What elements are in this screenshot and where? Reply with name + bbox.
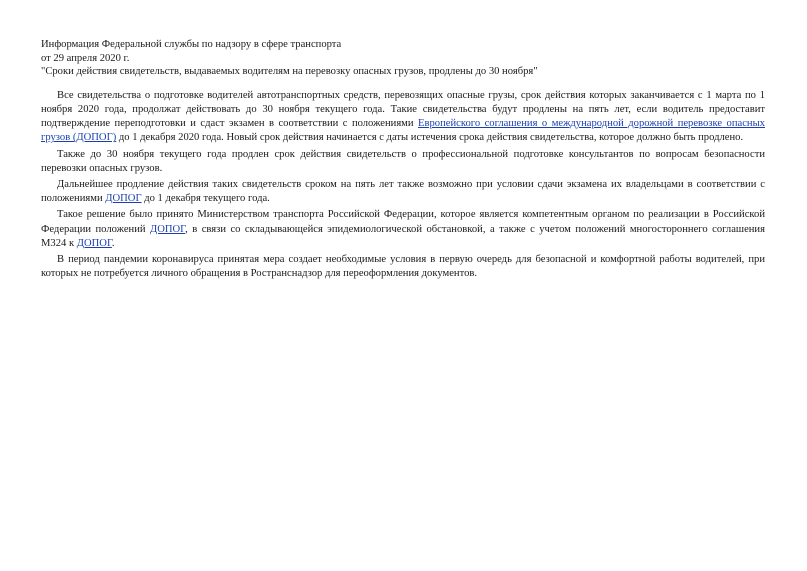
adr-link[interactable]: ДОПОГ [150,223,186,235]
paragraph-3 [41,178,765,206]
adr-link[interactable]: ДОПОГ [76,237,112,249]
paragraph-4-text-middle: , в связи со складывающейся эпидемиологической обстановкой, а также с учетом положений многостороннего соглашения M324 к [41,223,765,249]
paragraph-4-text-after: . [111,237,115,249]
paragraph-5: В период пандемии коронавируса принятая мера создает необходимые условия в первую очередь для безопасной и комфортной работы водителей, при которых не потребуется личного обращения в Ространснадзор для переоформления документов. [41,254,765,280]
paragraph-3-text-before: Дальнейшее продление действия таких свидетельств сроком на пять лет также возможно при условии сдачи экзамена их владельцами в соответствии с положениями [41,179,765,205]
paragraph-1-text-after: до 1 декабря 2020 года. Новый срок действия начинается с даты истечения срока действия свидетельства, которое должно быть продлено. [116,132,744,144]
paragraph-4-text-before: Такое решение было принято Министерством транспорта Российской Федерации, которое является компетентным органом по реализации в Российской Федерации положений [41,209,765,235]
document-title: "Сроки действия свидетельств, выдаваемых водителям на перевозку опасных грузов, продлены до 30 ноября" [41,66,538,78]
paragraph-1 [41,89,765,146]
paragraph-4 [41,208,765,251]
adr-link[interactable]: ДОПОГ [105,193,142,205]
paragraph-2: Также до 30 ноября текущего года продлен срок действия свидетельств о профессиональной подготовке консультантов по вопросам безопасности перевозки опасных грузов. [41,148,765,174]
paragraph-3-text-after: до 1 декабря текущего года. [141,193,270,205]
document-header [41,38,765,79]
date-line: от 29 апреля 2020 г. [41,52,130,64]
adr-agreement-link[interactable]: Европейского соглашения о международной дорожной перевозке опасных грузов (ДОПОГ) [41,118,765,144]
document-body [41,89,765,282]
paragraph-1-text-before: Все свидетельства о подготовке водителей автотранспортных средств, перевозящих опасные грузы, срок действия которых заканчивается с 1 марта по 1 ноября 2020 года, продолжат действовать до 30 ноября текущего года. Такие свидетельства будут продлены на пять лет, если водитель предоставит подтверждение переподготовки и сдаст экзамен в соответствии с положениями [41,89,765,130]
issuer-line: Информация Федеральной службы по надзору в сфере транспорта [41,39,342,50]
document-page [41,38,765,283]
